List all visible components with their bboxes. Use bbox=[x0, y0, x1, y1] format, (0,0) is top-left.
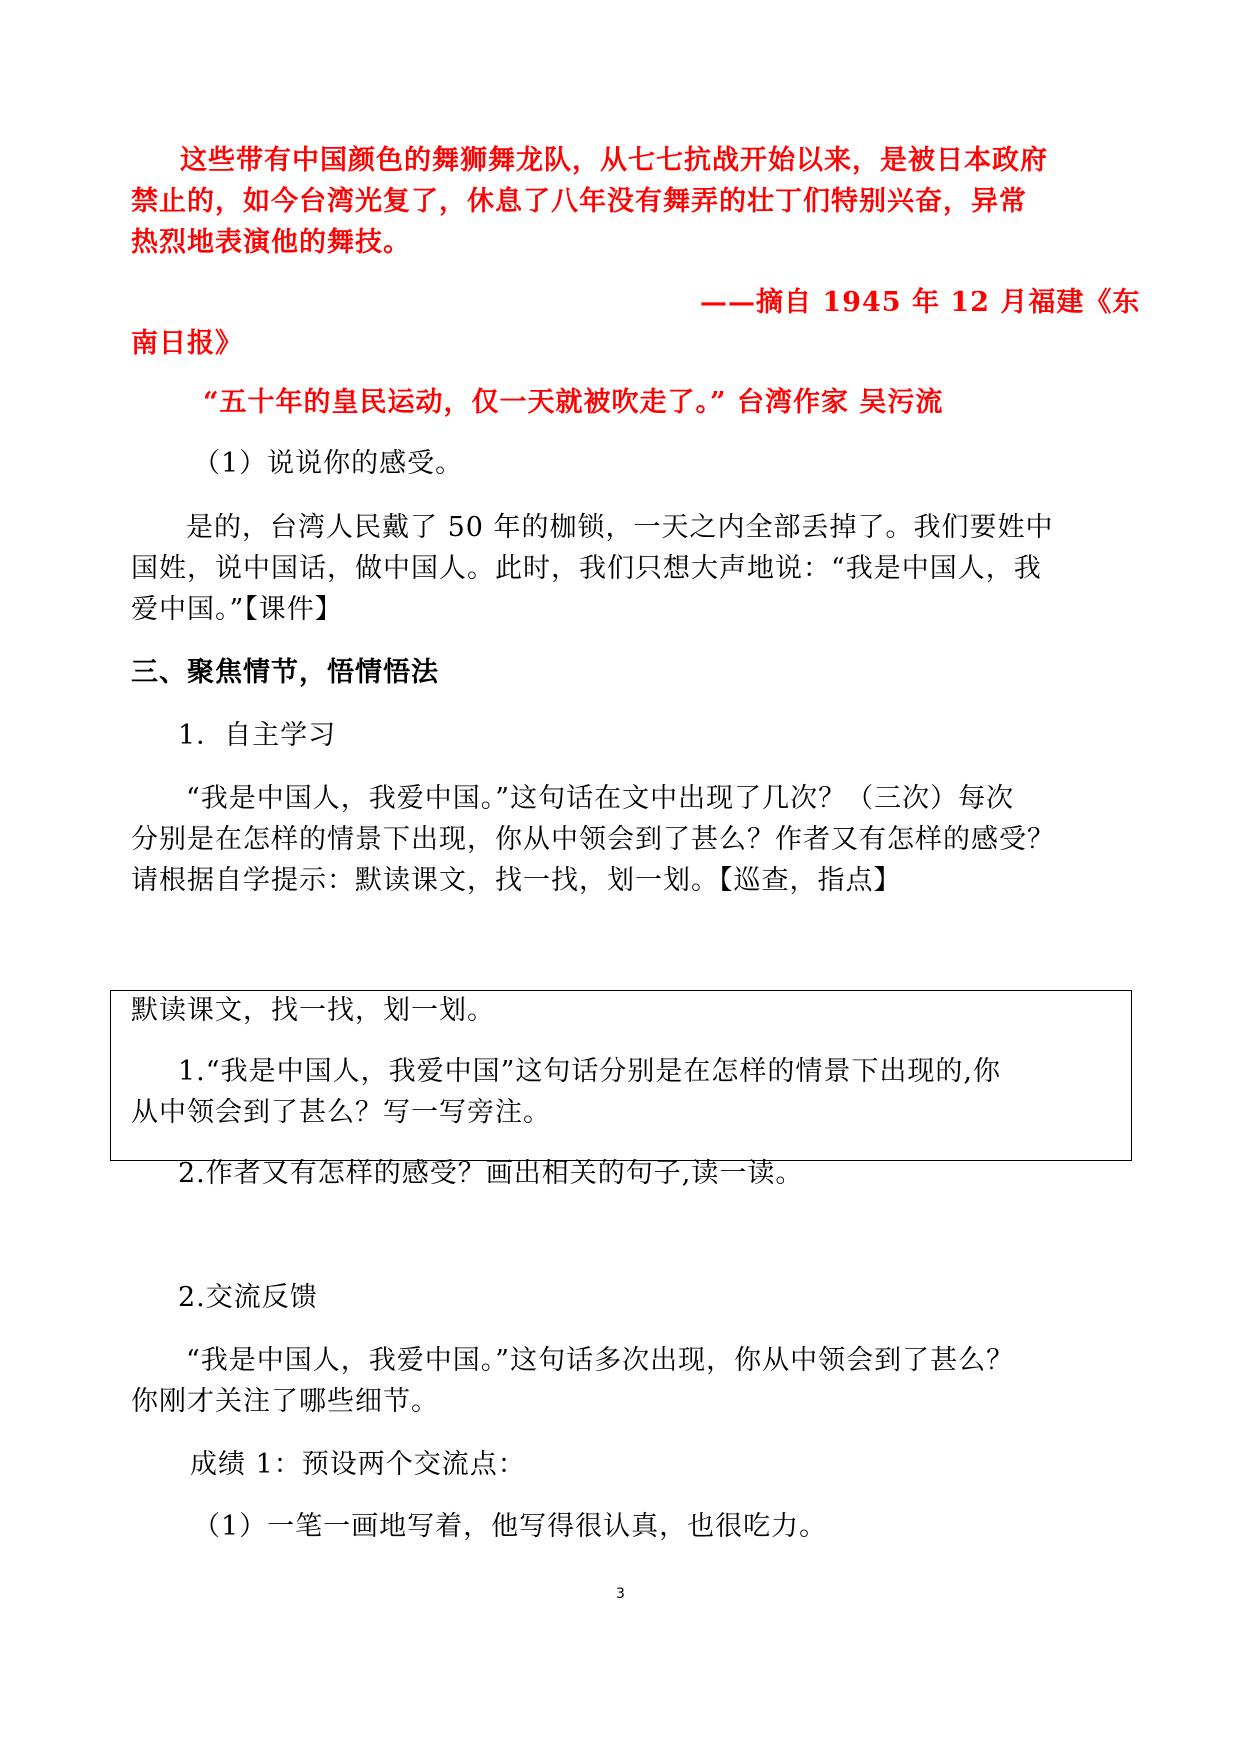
quote-source-line-2: 南日报》 bbox=[131, 328, 243, 359]
tips-item-2: 2.作者又有怎样的感受？画出相关的句子,读一读。 bbox=[178, 1158, 804, 1189]
self-study-title: 1．自主学习 bbox=[178, 720, 337, 751]
page-number: 3 bbox=[616, 1586, 625, 1602]
tips-item-1-line-1: 1.“我是中国人，我爱中国”这句话分别是在怎样的情景下出现的,你 bbox=[178, 1056, 1001, 1087]
exchange-line-1: “我是中国人，我爱中国。”这句话多次出现，你从中领会到了甚么？ bbox=[186, 1345, 1015, 1376]
quote-source-line-1: ——摘自 1945 年 12 月福建《东 bbox=[700, 287, 1141, 318]
quote-line-3: 热烈地表演他的舞技。 bbox=[131, 227, 411, 258]
self-study-line-2: 分别是在怎样的情景下出现，你从中领会到了甚么？作者又有怎样的感受？ bbox=[131, 824, 1055, 855]
exchange-result: 成绩 1：预设两个交流点： bbox=[190, 1449, 526, 1480]
writer-quote: “五十年的皇民运动，仅一天就被吹走了。” 台湾作家 吴污流 bbox=[203, 387, 944, 418]
self-study-line-1: “我是中国人，我爱中国。”这句话在文中出现了几次？（三次）每次 bbox=[186, 783, 1015, 814]
tips-item-1-line-2: 从中领会到了甚么？写一写旁注。 bbox=[131, 1097, 551, 1128]
quote-line-2: 禁止的，如今台湾光复了，休息了八年没有舞弄的壮丁们特别兴奋，异常 bbox=[131, 186, 1027, 217]
exchange-title: 2.交流反馈 bbox=[178, 1282, 318, 1313]
section-heading: 三、聚焦情节，悟情悟法 bbox=[131, 657, 439, 688]
self-study-line-3: 请根据自学提示：默读课文，找一找，划一划。【巡查，指点】 bbox=[131, 865, 902, 896]
answer-line-1: 是的，台湾人民戴了 50 年的枷锁，一天之内全部丢掉了。我们要姓中 bbox=[186, 512, 1054, 543]
quote-line-1: 这些带有中国颜色的舞狮舞龙队，从七七抗战开始以来，是被日本政府 bbox=[180, 145, 1048, 176]
question-1: （1）说说你的感受。 bbox=[193, 448, 464, 479]
exchange-point-1: （1）一笔一画地写着，他写得很认真，也很吃力。 bbox=[193, 1511, 828, 1542]
tips-title: 默读课文，找一找，划一划。 bbox=[131, 995, 495, 1026]
answer-line-2: 国姓，说中国话，做中国人。此时，我们只想大声地说：“我是中国人，我 bbox=[131, 553, 1042, 584]
exchange-line-2: 你刚才关注了哪些细节。 bbox=[131, 1386, 439, 1417]
answer-line-3: 爱中国。”【课件】 bbox=[131, 594, 343, 625]
